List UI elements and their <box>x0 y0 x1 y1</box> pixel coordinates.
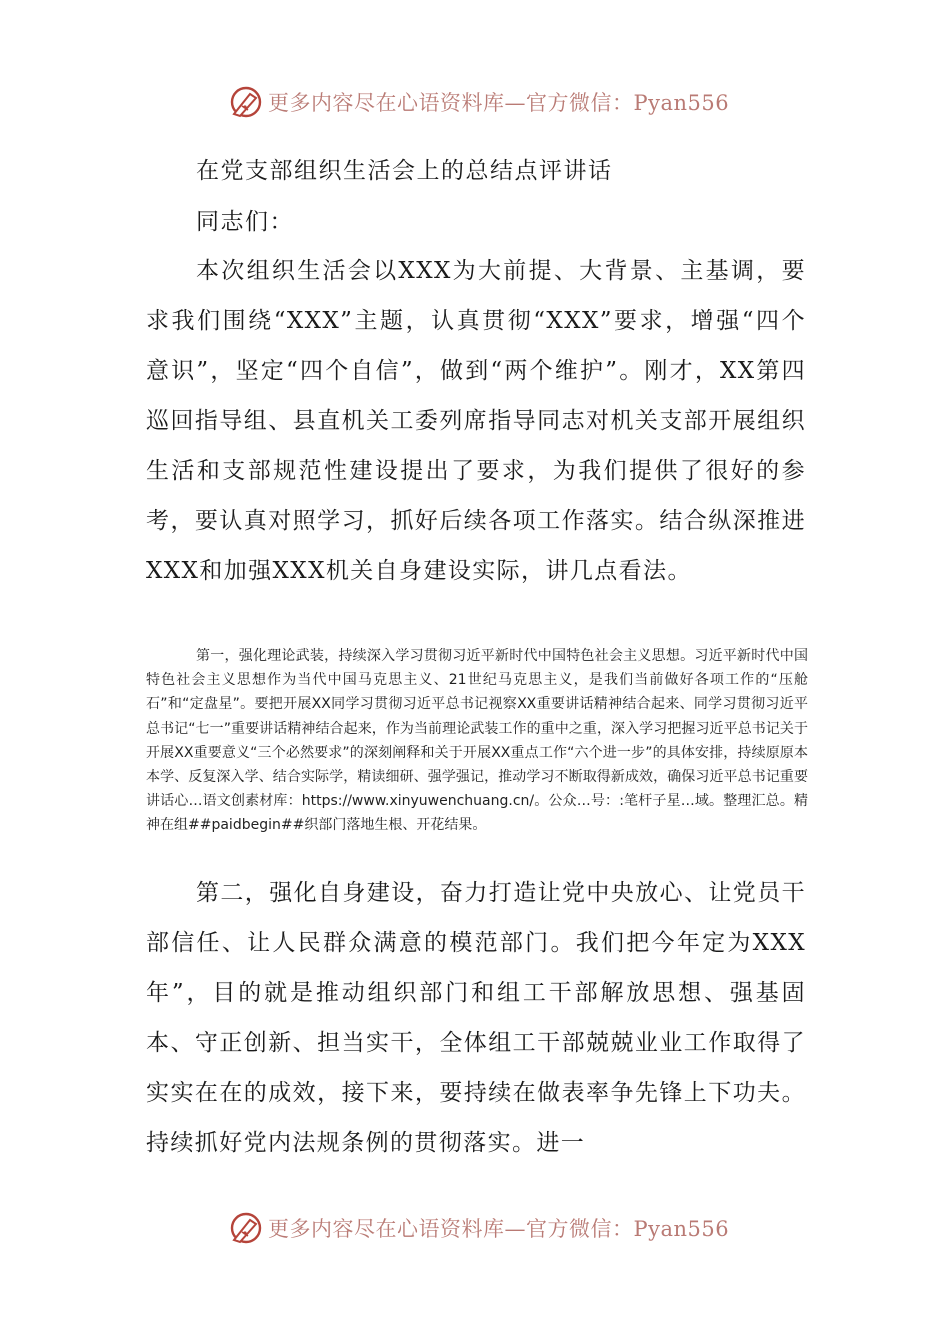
salutation: 同志们： <box>196 209 294 235</box>
watermark-text: 更多内容尽在心语资料库—官方微信：Pyan556 <box>268 91 730 115</box>
paragraph-second-point: 第二，强化自身建设，奋力打造让党中央放心、让党员干部信任、让人民群众满意的模范部门。我们把今年定为XXX年”，目的就是推动组织部门和组工干部解放思想、强基固本、守正创新、担当实干，全体组工干部兢兢业业工作取得了实实在在的成效，接下来，要持续在做表率争先锋上下功夫。持续抓好党内法规条例的贯彻落实。进一 <box>146 880 806 1156</box>
paragraph-intro: 本次组织生活会以XXX为大前提、大背景、主基调，要求我们围绕“XXX”主题，认真贯彻“XXX”要求，增强“四个意识”，坚定“四个自信”，做到“两个维护”。刚才，XX第四巡回指导组、县直机关工委列席指导同志对机关支部开展组织生活和支部规范性建设提出了要求，为我们提供了很好的参考，要认真对照学习，抓好后续各项工作落实。结合纵深推进XXX和加强XXX机关自身建设实际，讲几点看法。 <box>146 258 806 584</box>
pen-nib-logo-icon <box>228 1210 264 1246</box>
watermark-banner-bottom <box>228 1208 728 1248</box>
paragraph-first-point: 第一，强化理论武装，持续深入学习贯彻习近平新时代中国特色社会主义思想。习近平新时代中国特色社会主义思想作为当代中国马克思主义、21世纪马克思主义，是我们当前做好各项工作的“压舱石”和“定盘星”。要把开展XX同学习贯彻习近平总书记视察XX重要讲话精神结合起来、同学习贯彻习近平总书记“七一”重要讲话精神结合起来，作为当前理论武装工作的重中之重，深入学习把握习近平总书记关于开展XX重要意义“三个必然要求”的深刻阐释和关于开展XX重点工作“六个进一步”的具体安排，持续原原本本学、反复深入学、结合实际学，精读细研、强学强记，推动学习不断取得新成效，确保习近平总书记重要讲话心…语文创素材库：https://www.xinyuwenchuang.cn/。公众…号：:笔杆子星…域。整理汇总。精神在组##paidbegin##织部门落地生根、开花结果。 <box>146 648 808 834</box>
watermark-banner-top <box>228 82 728 122</box>
watermark-text: 更多内容尽在心语资料库—官方微信：Pyan556 <box>268 1217 730 1241</box>
pen-nib-logo-icon <box>228 84 264 120</box>
document-title: 在党支部组织生活会上的总结点评讲话 <box>196 158 613 184</box>
